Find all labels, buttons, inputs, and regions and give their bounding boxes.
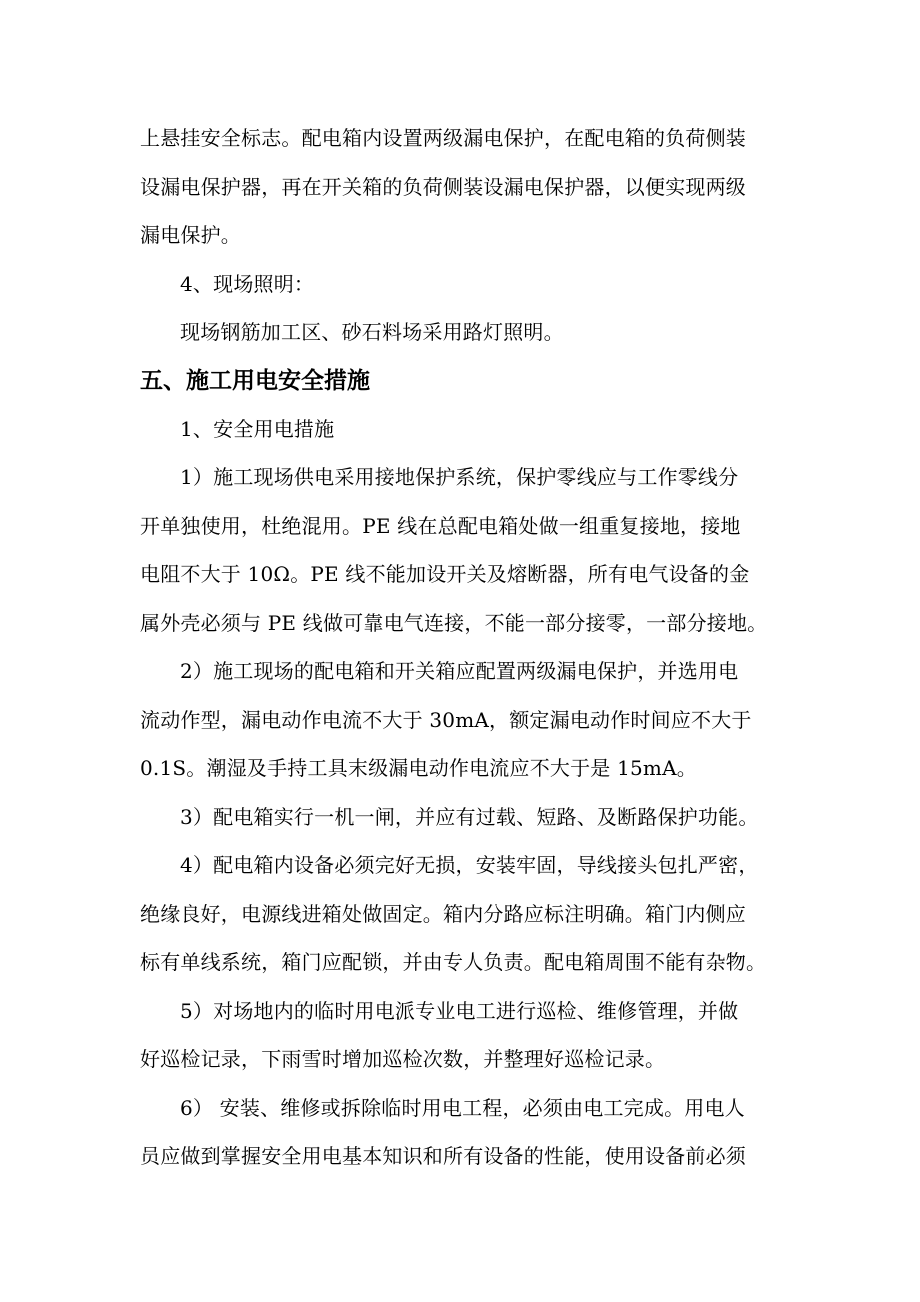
paragraph-line: 绝缘良好，电源线进箱处做固定。箱内分路应标注明确。箱门内侧应 [140,901,746,926]
paragraph-line: 开单独使用，杜绝混用。PE 线在总配电箱处做一组重复接地，接地 [140,513,741,538]
paragraph-line: 现场钢筋加工区、砂石料场采用路灯照明。 [180,320,564,344]
paragraph-line: 0.1S。潮湿及手持工具末级漏电动作电流应不大于是 15mA。 [140,756,697,780]
document-body [140,114,780,1181]
section-heading: 五、施工用电安全措施 [140,367,370,394]
paragraph-line: 4）配电箱内设备必须完好无损，安装牢固，导线接头包扎严密， [180,853,759,877]
paragraph-line: 好巡检记录，下雨雪时增加巡检次数，并整理好巡检记录。 [140,1047,666,1071]
subsection-heading: 4、现场照明： [180,271,315,296]
paragraph-line: 流动作型，漏电动作电流不大于 30mA，额定漏电动作时间应不大于 [140,707,752,732]
paragraph-line: 属外壳必须与 PE 线做可靠电气连接，不能一部分接零，一部分接地。 [140,610,768,635]
paragraph-line: 漏电保护。 [140,223,241,247]
paragraph-line: 2）施工现场的配电箱和开关箱应配置两级漏电保护，并选用电 [180,659,739,683]
subsection-heading: 1、安全用电措施 [180,416,335,441]
paragraph-line: 1）施工现场供电采用接地保护系统，保护零线应与工作零线分 [180,465,739,489]
paragraph-line: 5）对场地内的临时用电派专业电工进行巡检、维修管理，并做 [180,998,739,1023]
paragraph-line: 员应做到掌握安全用电基本知识和所有设备的性能，使用设备前必须 [140,1144,746,1168]
paragraph-line: 标有单线系统，箱门应配锁，并由专人负责。配电箱周围不能有杂物。 [140,950,767,974]
paragraph-line: 设漏电保护器，再在开关箱的负荷侧装设漏电保护器，以便实现两级 [140,174,746,199]
paragraph-line: 上悬挂安全标志。配电箱内设置两级漏电保护，在配电箱的负荷侧装 [140,126,746,150]
paragraph-line: 电阻不大于 10Ω。PE 线不能加设开关及熔断器，所有电气设备的金 [140,562,750,586]
paragraph-line: 6） 安装、维修或拆除临时用电工程，必须由电工完成。用电人 [180,1095,745,1120]
paragraph-line: 3）配电箱实行一机一闸，并应有过载、短路、及断路保护功能。 [180,804,759,829]
